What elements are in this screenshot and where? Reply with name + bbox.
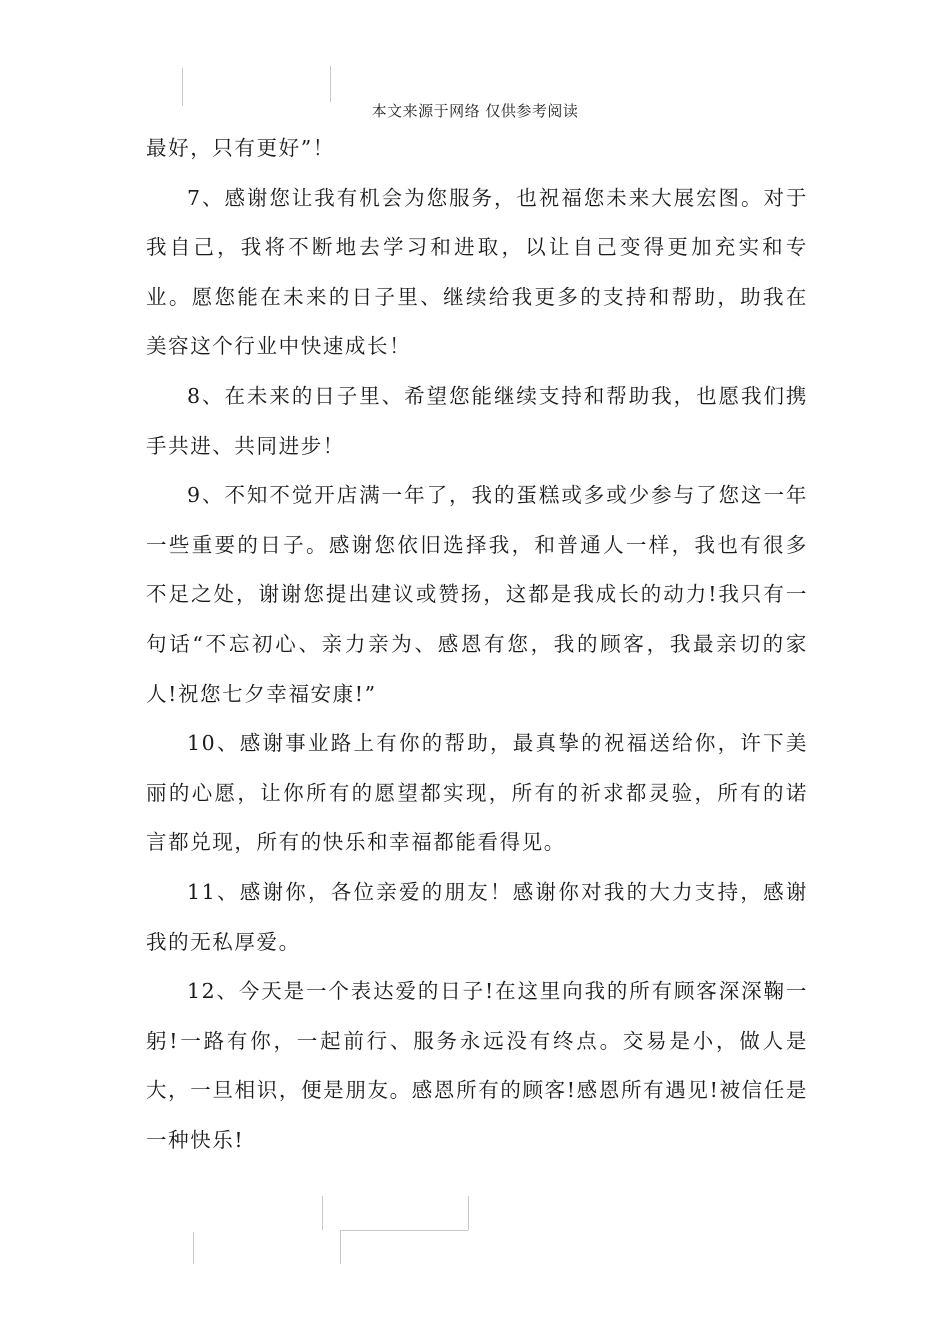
crop-mark-bottom-right [468, 1196, 469, 1230]
paragraph-7: 7、感谢您让我有机会为您服务，也祝福您未来大展宏图。对于我自己，我将不断地去学习和进取，以让自己变得更加充实和专业。愿您能在未来的日子里、继续给我更多的支持和帮助，助我在美容这个行业中快速成长！ [146, 185, 808, 359]
crop-mark-bottom-horizontal [340, 1230, 468, 1231]
paragraph-continuation: 最好，只有更好”！ [146, 136, 335, 160]
page-header: 本文来源于网络 仅供参考阅读 [371, 102, 579, 120]
paragraph-10: 10、感谢事业路上有你的帮助，最真挚的祝福送给你，许下美丽的心愿，让你所有的愿望都实现，所有的祈求都灵验，所有的诺言都兑现，所有的快乐和幸福都能看得见。 [146, 731, 808, 855]
crop-mark-bottom-center-b [340, 1230, 341, 1264]
crop-mark-bottom-left [193, 1232, 194, 1264]
paragraph-8: 8、在未来的日子里、希望您能继续支持和帮助我，也愿我们携手共进、共同进步！ [146, 383, 808, 458]
paragraph-11: 11、感谢你，各位亲爱的朋友！感谢你对我的大力支持，感谢我的无私厚爱。 [146, 879, 808, 954]
crop-mark-top-center [330, 66, 331, 102]
document-body [146, 124, 808, 1165]
paragraph-12: 12、今天是一个表达爱的日子!在这里向我的所有顾客深深鞠一躬!一路有你，一起前行、服务永远没有终点。交易是小，做人是大，一旦相识，便是朋友。感恩所有的顾客!感恩所有遇见!被信任是一种快乐! [146, 979, 808, 1152]
paragraph-9: 9、不知不觉开店满一年了，我的蛋糕或多或少参与了您这一年一些重要的日子。感谢您依旧选择我，和普通人一样，我也有很多不足之处，谢谢您提出建议或赞扬，这都是我成长的动力!我只有一句话“不忘初心、亲力亲为、感恩有您，我的顾客，我最亲切的家人!祝您七夕幸福安康!” [146, 483, 808, 706]
crop-mark-bottom-center-a [322, 1196, 323, 1230]
